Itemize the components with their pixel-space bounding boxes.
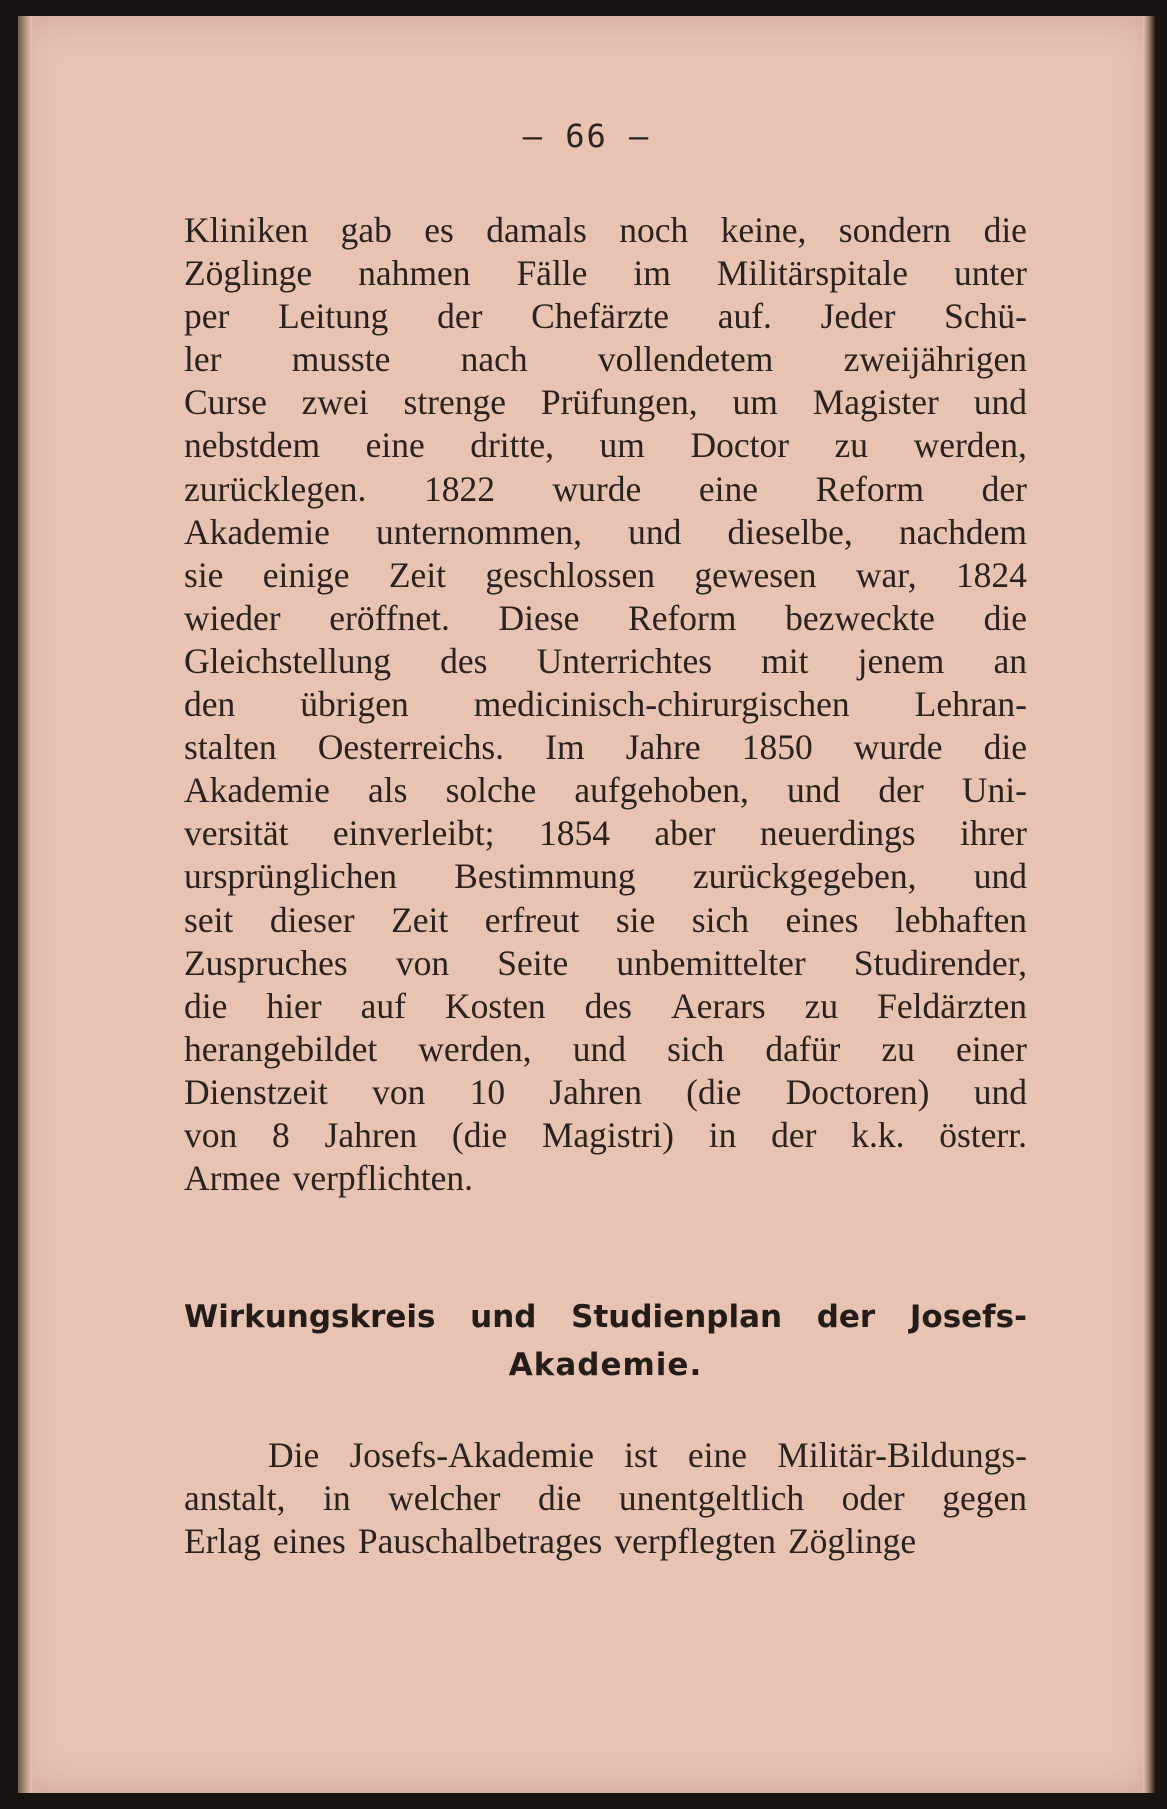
word: damals (486, 210, 587, 250)
page-right-edge (1143, 16, 1155, 1793)
word: sondern (838, 210, 952, 250)
word: Erlag (184, 1521, 261, 1562)
word: österr. (939, 1114, 1027, 1155)
word: nachdem (898, 511, 1027, 552)
word: verpflegten (614, 1521, 776, 1562)
text-line (184, 899, 1027, 942)
word: ihrer (959, 813, 1027, 854)
word: Oesterreichs. (317, 727, 505, 768)
word: strenge (403, 382, 507, 423)
text-line (184, 726, 1027, 769)
word: unternommen, (376, 511, 583, 552)
word: hier (266, 985, 322, 1026)
word: (die (451, 1114, 508, 1155)
word: zurücklegen. (184, 468, 367, 509)
word: verpflichten. (292, 1158, 473, 1199)
word: erfreut (484, 899, 580, 940)
word: in (708, 1114, 737, 1155)
text-line (184, 812, 1027, 855)
word: solche (445, 770, 537, 811)
word: gegen (942, 1478, 1027, 1519)
word: wieder (184, 597, 281, 638)
word: (die (686, 1071, 742, 1112)
text-line (184, 381, 1027, 424)
text-line (184, 640, 1027, 683)
heading-word: Studienplan (571, 1299, 783, 1335)
text-line (184, 295, 1027, 338)
word: um (732, 382, 778, 423)
word: einverleibt; (332, 813, 495, 854)
word: Reform (815, 468, 925, 509)
word: als (368, 770, 408, 811)
text-line (184, 511, 1027, 554)
text-line (184, 683, 1027, 726)
word: dieselbe, (727, 511, 853, 552)
word: Seite (497, 942, 569, 983)
text-line (184, 468, 1027, 511)
word: ist (624, 1435, 658, 1475)
word: nach (460, 339, 528, 380)
text-line (184, 1071, 1027, 1114)
word: der (878, 770, 924, 811)
word: Akademie (184, 511, 330, 552)
word: Schü- (944, 296, 1027, 337)
text-line (184, 985, 1027, 1028)
paragraph-1 (184, 209, 1027, 1200)
word: lebhaften (894, 899, 1027, 940)
word: einige (262, 554, 350, 595)
word: der (437, 296, 483, 337)
word: dieser (269, 899, 355, 940)
text-line (184, 855, 1027, 898)
word: Magister (812, 382, 939, 423)
word: Jahre (625, 727, 701, 768)
word: noch (619, 210, 689, 250)
word: bezweckte (785, 597, 935, 638)
word: Militärspitale (716, 253, 909, 294)
word: und (628, 511, 682, 552)
word: die (983, 210, 1027, 250)
word: Chefärzte (531, 296, 670, 337)
word: den (184, 684, 236, 725)
heading-line-1 (184, 1293, 1027, 1341)
word: im (633, 253, 671, 294)
word: war, (855, 554, 917, 595)
word: Die (268, 1435, 320, 1475)
word: dritte, (470, 425, 555, 466)
word: und (787, 770, 841, 811)
word: 10 (469, 1071, 506, 1112)
word: es (424, 210, 454, 250)
word: zurückgegeben, (692, 856, 917, 897)
word: Diese (498, 597, 580, 638)
word: wurde (853, 727, 943, 768)
word: auf. (717, 296, 772, 337)
word: seit (184, 899, 234, 940)
word: einer (955, 1028, 1027, 1069)
text-line (184, 769, 1027, 812)
word: vollendetem (597, 339, 774, 380)
word: Zeit (388, 554, 447, 595)
word: Studirender, (853, 942, 1027, 983)
word: Zöglinge (787, 1521, 917, 1562)
word: neuerdings (759, 813, 916, 854)
text-line (184, 942, 1027, 985)
word: Militär-Bildungs- (777, 1435, 1027, 1475)
text-line (184, 209, 1027, 252)
word: Gleichstellung (184, 640, 392, 681)
word: Akademie (184, 770, 330, 811)
word: Fälle (516, 253, 588, 294)
word: welcher (388, 1478, 501, 1519)
word: die (983, 597, 1027, 638)
word: 1824 (955, 554, 1027, 595)
word: Magistri) (541, 1114, 674, 1155)
word: unentgeltlich (618, 1478, 805, 1519)
heading-word: der (816, 1299, 876, 1335)
text-line (184, 554, 1027, 597)
word: Uni- (961, 770, 1027, 811)
word: die (537, 1478, 582, 1519)
word: Zeit (391, 899, 449, 940)
word: auf (360, 985, 406, 1026)
text-line (184, 424, 1027, 467)
text-line (184, 1520, 1027, 1563)
word: nahmen (358, 253, 471, 294)
word: von (395, 942, 450, 983)
word: und (973, 382, 1027, 423)
word: 1850 (741, 727, 813, 768)
word: per (184, 296, 230, 337)
heading-word: Wirkungskreis (184, 1299, 436, 1335)
word: dafür (765, 1028, 841, 1069)
word: eine (687, 1435, 748, 1475)
word: keine, (720, 210, 807, 250)
heading-word: und (470, 1299, 537, 1335)
word: zu (881, 1028, 915, 1069)
page-left-edge (18, 16, 32, 1793)
word: eines (785, 899, 859, 940)
word: Dienstzeit (184, 1071, 328, 1112)
paragraph-2 (184, 1434, 1027, 1563)
text-line (184, 338, 1027, 381)
word: Zuspruches (184, 942, 348, 983)
book-page (18, 16, 1155, 1793)
word: aufgehoben, (574, 770, 749, 811)
text-line (184, 1477, 1027, 1520)
word: sie (184, 554, 224, 595)
word: Prüfungen, (540, 382, 698, 423)
word: wurde (552, 468, 642, 509)
word: des (584, 985, 632, 1026)
word: Zöglinge (184, 253, 313, 294)
word: sich (691, 899, 749, 940)
word: Reform (628, 597, 737, 638)
word: Jeder (820, 296, 896, 337)
word: sich (667, 1028, 725, 1069)
word: Feldärzten (877, 985, 1027, 1026)
word: stalten (184, 727, 277, 768)
word: zu (804, 985, 839, 1026)
word: an (993, 640, 1027, 681)
word: Armee (184, 1158, 281, 1199)
word: Jahren (549, 1071, 642, 1112)
word: und (973, 1071, 1027, 1112)
text-line (184, 1028, 1027, 1071)
word: ler (184, 339, 222, 380)
word: gewesen (694, 554, 817, 595)
word: übrigen (300, 684, 409, 725)
word: geschlossen (485, 554, 655, 595)
word: die (184, 985, 228, 1026)
text-line (184, 1434, 1027, 1477)
word: 1822 (423, 468, 495, 509)
word: nebstdem (184, 425, 321, 466)
word: k.k. (851, 1114, 905, 1155)
page-number: — 66 — (522, 117, 651, 155)
word: Kliniken (184, 210, 309, 250)
word: Aerars (670, 985, 766, 1026)
word: aber (654, 813, 716, 854)
word: um (599, 425, 645, 466)
word: versität (184, 813, 289, 854)
text-line (184, 252, 1027, 295)
word: Leitung (278, 296, 389, 337)
word: unbemittelter (616, 942, 806, 983)
word: des (440, 640, 488, 681)
word: Josefs-Akademie (349, 1435, 594, 1475)
word: Kosten (445, 985, 546, 1026)
text-line (184, 1114, 1027, 1157)
word: Bestimmung (454, 856, 636, 897)
word: unter (953, 253, 1027, 294)
word: eines (272, 1521, 346, 1562)
word: gab (340, 210, 392, 250)
section-heading (184, 1293, 1027, 1389)
word: Curse (184, 382, 267, 423)
heading-word: Josefs- (909, 1299, 1027, 1335)
word: eine (698, 468, 758, 509)
word: anstalt, (184, 1478, 286, 1519)
word: werden, (913, 425, 1027, 466)
word: Doctoren) (785, 1071, 930, 1112)
word: ursprünglichen (184, 856, 397, 897)
word: mit (761, 640, 809, 681)
word: 8 (272, 1114, 290, 1155)
word: oder (841, 1478, 905, 1519)
word: von (372, 1071, 426, 1112)
word: zwei (301, 382, 369, 423)
word: eine (365, 425, 425, 466)
word: jenem (857, 640, 945, 681)
word: herangebildet (184, 1028, 378, 1069)
word: werden, (418, 1028, 532, 1069)
word: musste (291, 339, 391, 380)
word: sie (615, 899, 656, 940)
word: und (572, 1028, 626, 1069)
word: der (981, 468, 1027, 509)
heading-line-2: Akademie. (508, 1347, 703, 1383)
word: der (771, 1114, 817, 1155)
word: die (983, 727, 1027, 768)
word: in (323, 1478, 351, 1519)
word: Jahren (324, 1114, 418, 1155)
word: eröffnet. (329, 597, 450, 638)
word: zu (834, 425, 869, 466)
word: Doctor (690, 425, 790, 466)
word: medicinisch-chirurgischen (473, 684, 850, 725)
word: zweijährigen (843, 339, 1027, 380)
word: 1854 (538, 813, 610, 854)
word: Pauschalbetrages (357, 1521, 603, 1562)
word: Unterrichtes (536, 640, 713, 681)
text-line (184, 1157, 1027, 1200)
word: Im (545, 727, 585, 768)
word: von (184, 1114, 238, 1155)
text-line (184, 597, 1027, 640)
word: Lehran- (914, 684, 1027, 725)
word: und (973, 856, 1027, 897)
